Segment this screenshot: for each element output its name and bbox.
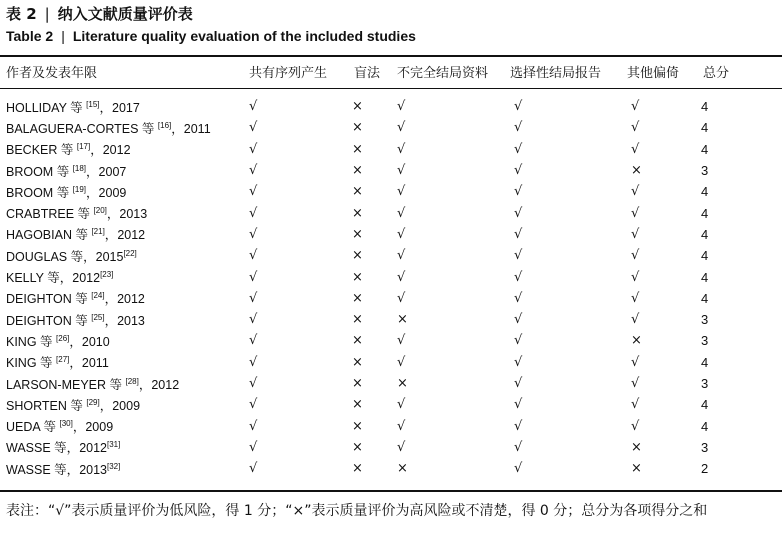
publication-year: 2010	[81, 334, 110, 349]
publication-year: 2012	[102, 143, 131, 158]
cell-incomplete: ×	[397, 376, 408, 391]
author-name: KING 等	[6, 334, 53, 349]
cell-score: 4	[701, 184, 709, 200]
publication-year: 2012	[151, 377, 180, 392]
table-row	[0, 373, 782, 394]
author-name: BROOM 等	[6, 185, 70, 200]
cell-sequence: √	[249, 397, 258, 413]
author-name: SHORTEN 等	[6, 398, 83, 413]
cell-incomplete: √	[397, 397, 406, 413]
cell-selective: √	[514, 333, 523, 349]
cell-sequence: √	[249, 290, 258, 306]
cell-author: KING 等 [27]，2011	[6, 355, 109, 371]
cell-other: √	[631, 248, 640, 264]
table-row	[0, 202, 782, 223]
author-name: WASSE 等	[6, 462, 67, 477]
table-row	[0, 139, 782, 160]
bottom-rule	[0, 490, 782, 492]
publication-year: 2012	[117, 228, 146, 243]
cell-blinding: ×	[352, 290, 363, 306]
cell-blinding: ×	[352, 120, 363, 136]
cell-blinding: ×	[352, 184, 363, 200]
table-row	[0, 245, 782, 266]
cell-incomplete: √	[397, 141, 406, 157]
cell-blinding: ×	[352, 312, 363, 328]
cell-incomplete: √	[397, 226, 406, 242]
cell-sequence: √	[249, 376, 258, 391]
cell-blinding: ×	[352, 461, 363, 477]
author-name: HAGOBIAN 等	[6, 228, 88, 243]
cell-selective: √	[514, 99, 523, 115]
cell-incomplete: ×	[397, 461, 408, 477]
author-name: BALAGUERA-CORTES 等	[6, 121, 155, 136]
cell-score: 4	[701, 397, 709, 413]
publication-year: 2017	[112, 100, 140, 115]
publication-year: 2013	[79, 462, 107, 477]
table-row	[0, 394, 782, 415]
cell-other: √	[631, 120, 640, 136]
table-title-text-cn: 纳入文献质量评价表	[57, 5, 193, 23]
author-name: BECKER 等	[6, 143, 74, 158]
cell-score: 4	[701, 269, 709, 285]
cell-blinding: ×	[352, 163, 363, 179]
reference-number: [15]	[86, 99, 100, 109]
cell-selective: √	[514, 163, 523, 179]
cell-selective: √	[514, 269, 523, 285]
cell-selective: √	[514, 312, 523, 328]
cell-author: WASSE 等，2012[31]	[6, 440, 121, 456]
publication-year: 2013	[119, 207, 148, 222]
col-header-other: 其他偏倚	[627, 66, 680, 81]
cell-other: √	[631, 226, 640, 242]
table-title-cn	[6, 3, 193, 24]
cell-incomplete: √	[397, 184, 406, 200]
cell-score: 4	[701, 290, 709, 306]
table-row	[0, 415, 782, 436]
cell-sequence: √	[249, 418, 258, 434]
cell-score: 2	[701, 461, 709, 477]
table-row	[0, 181, 782, 202]
publication-year: 2009	[85, 420, 114, 435]
cell-selective: √	[514, 376, 523, 391]
cell-author: BECKER 等 [17]，2012	[6, 142, 131, 158]
cell-incomplete: √	[397, 163, 406, 179]
cell-author: KING 等 [26]，2010	[6, 333, 110, 349]
header-rule	[0, 88, 782, 89]
cell-sequence: √	[249, 269, 258, 285]
table-title-text-en: Literature quality evaluation of the included studies	[72, 28, 416, 44]
cell-other: ×	[631, 461, 642, 477]
cell-incomplete: √	[397, 269, 406, 285]
reference-number: [26]	[56, 333, 70, 343]
cell-sequence: √	[249, 141, 258, 157]
cell-author: CRABTREE 等 [20]，2013	[6, 206, 148, 222]
cell-incomplete: √	[397, 99, 406, 115]
cell-selective: √	[514, 439, 523, 455]
cell-score: 4	[701, 205, 709, 221]
cell-author: BROOM 等 [19]，2009	[6, 184, 127, 200]
cell-sequence: √	[249, 120, 258, 136]
cell-sequence: √	[249, 248, 258, 264]
reference-number: [18]	[72, 163, 87, 173]
cell-other: √	[631, 99, 640, 115]
cell-author: BALAGUERA-CORTES 等 [16]，2011	[6, 120, 211, 136]
cell-score: 3	[701, 163, 709, 179]
table-row	[0, 160, 782, 181]
cell-other: √	[631, 269, 640, 285]
table-row	[0, 309, 782, 330]
table-row	[0, 330, 782, 351]
reference-number: [31]	[107, 440, 121, 450]
author-name: DEIGHTON 等	[6, 313, 88, 328]
cell-selective: √	[514, 226, 523, 242]
cell-score: 4	[701, 354, 709, 370]
publication-year: 2009	[98, 185, 127, 200]
author-name: BROOM 等	[6, 164, 70, 179]
reference-number: [17]	[76, 142, 91, 152]
cell-author: DOUGLAS 等，2015[22]	[6, 248, 137, 264]
cell-incomplete: √	[397, 120, 406, 136]
publication-year: 2015	[95, 249, 124, 264]
cell-author: UEDA 等 [30]，2009	[6, 419, 114, 435]
cell-incomplete: √	[397, 439, 406, 455]
cell-incomplete: √	[397, 248, 406, 264]
cell-selective: √	[514, 290, 523, 306]
cell-selective: √	[514, 418, 523, 434]
cell-sequence: √	[249, 163, 258, 179]
author-name: CRABTREE 等	[6, 207, 91, 222]
table-row	[0, 266, 782, 287]
top-rule	[0, 55, 782, 57]
cell-author: HAGOBIAN 等 [21]，2012	[6, 227, 146, 243]
author-name: KELLY 等	[6, 271, 60, 286]
cell-sequence: √	[249, 461, 258, 477]
author-name: KING 等	[6, 356, 53, 371]
cell-score: 4	[701, 99, 709, 115]
cell-sequence: √	[249, 205, 258, 221]
author-name: LARSON-MEYER 等	[6, 377, 122, 392]
cell-other: √	[631, 397, 640, 413]
cell-selective: √	[514, 397, 523, 413]
reference-number: [30]	[59, 419, 73, 429]
cell-blinding: ×	[352, 354, 363, 370]
cell-author: LARSON-MEYER 等 [28]，2012	[6, 376, 180, 392]
cell-other: √	[631, 312, 640, 328]
publication-year: 2013	[117, 313, 145, 328]
cell-other: √	[631, 290, 640, 306]
cell-other: ×	[631, 333, 642, 349]
cell-author: SHORTEN 等 [29]，2009	[6, 397, 141, 413]
cell-sequence: √	[249, 333, 258, 349]
cell-other: √	[631, 354, 640, 370]
cell-selective: √	[514, 205, 523, 221]
cell-author: BROOM 等 [18]，2007	[6, 163, 127, 179]
cell-blinding: ×	[352, 439, 363, 455]
reference-number: [19]	[72, 184, 87, 194]
cell-score: 4	[701, 226, 709, 242]
reference-number: [23]	[100, 270, 114, 280]
cell-blinding: ×	[352, 226, 363, 242]
cell-sequence: √	[249, 312, 258, 328]
cell-sequence: √	[249, 354, 258, 370]
cell-blinding: ×	[352, 99, 363, 115]
cell-incomplete: √	[397, 205, 406, 221]
cell-sequence: √	[249, 184, 258, 200]
author-name: DOUGLAS 等	[6, 249, 84, 264]
cell-score: 3	[701, 333, 709, 349]
col-header-selective: 选择性结局报告	[510, 66, 602, 81]
title-separator: |	[44, 5, 50, 23]
cell-other: √	[631, 205, 640, 221]
cell-sequence: √	[249, 439, 258, 455]
reference-number: [20]	[93, 206, 107, 216]
cell-score: 4	[701, 248, 709, 264]
publication-year: 2007	[98, 164, 127, 179]
cell-sequence: √	[249, 226, 258, 242]
reference-number: [24]	[91, 291, 105, 301]
cell-author: DEIGHTON 等 [24]，2012	[6, 291, 145, 307]
table-note: 表注：“√”表示质量评价为低风险，得 1 分；“×”表示质量评价为高风险或不清楚，得 0 分；总分为各项得分之和	[6, 503, 708, 519]
cell-blinding: ×	[352, 205, 363, 221]
cell-blinding: ×	[352, 376, 363, 391]
reference-number: [25]	[91, 312, 105, 322]
cell-blinding: ×	[352, 269, 363, 285]
col-header-author: 作者及发表年限	[6, 66, 98, 81]
cell-score: 4	[701, 141, 709, 157]
table-title-en	[6, 28, 416, 44]
cell-sequence: √	[249, 99, 258, 115]
reference-number: [32]	[107, 461, 121, 471]
reference-number: [22]	[123, 248, 137, 258]
table-row	[0, 437, 782, 458]
cell-blinding: ×	[352, 418, 363, 434]
cell-score: 4	[701, 120, 709, 136]
cell-score: 3	[701, 312, 709, 328]
col-header-score: 总分	[703, 66, 730, 81]
cell-incomplete: √	[397, 290, 406, 306]
table-label-en: Table 2	[6, 28, 54, 44]
cell-incomplete: √	[397, 354, 406, 370]
table-row	[0, 224, 782, 245]
cell-other: √	[631, 376, 640, 391]
publication-year: 2009	[112, 398, 141, 413]
col-header-incomplete: 不完全结局资料	[397, 66, 489, 81]
cell-other: √	[631, 141, 640, 157]
cell-other: √	[631, 418, 640, 434]
cell-other: ×	[631, 439, 642, 455]
cell-score: 3	[701, 439, 709, 455]
author-name: WASSE 等	[6, 441, 67, 456]
publication-year: 2012	[72, 271, 101, 286]
table-label-cn: 表 2	[6, 5, 37, 23]
cell-score: 4	[701, 418, 709, 434]
author-name: DEIGHTON 等	[6, 292, 88, 307]
reference-number: [21]	[91, 227, 105, 237]
cell-selective: √	[514, 184, 523, 200]
cell-selective: √	[514, 354, 523, 370]
table-row	[0, 352, 782, 373]
table-row	[0, 117, 782, 138]
cell-blinding: ×	[352, 141, 363, 157]
publication-year: 2012	[117, 292, 145, 307]
cell-blinding: ×	[352, 248, 363, 264]
cell-other: √	[631, 184, 640, 200]
cell-blinding: ×	[352, 333, 363, 349]
table-row	[0, 458, 782, 479]
title-separator-en: |	[61, 28, 65, 44]
author-name: HOLLIDAY 等	[6, 100, 83, 115]
publication-year: 2011	[183, 121, 211, 136]
cell-incomplete: √	[397, 418, 406, 434]
table-row	[0, 96, 782, 117]
author-name: UEDA 等	[6, 420, 57, 435]
cell-score: 3	[701, 376, 709, 391]
cell-author: HOLLIDAY 等 [15]，2017	[6, 99, 140, 115]
cell-other: ×	[631, 163, 642, 179]
reference-number: [27]	[56, 355, 70, 365]
cell-selective: √	[514, 461, 523, 477]
col-header-sequence: 共有序列产生	[249, 66, 328, 81]
publication-year: 2012	[79, 441, 107, 456]
reference-number: [28]	[125, 376, 139, 386]
cell-blinding: ×	[352, 397, 363, 413]
reference-number: [16]	[157, 120, 172, 130]
cell-author: WASSE 等，2013[32]	[6, 461, 121, 477]
quality-table	[0, 96, 782, 479]
cell-selective: √	[514, 248, 523, 264]
publication-year: 2011	[81, 356, 109, 371]
cell-selective: √	[514, 141, 523, 157]
col-header-blinding: 盲法	[354, 66, 381, 81]
cell-incomplete: ×	[397, 312, 408, 328]
cell-author: DEIGHTON 等 [25]，2013	[6, 312, 145, 328]
cell-incomplete: √	[397, 333, 406, 349]
cell-author: KELLY 等，2012[23]	[6, 270, 114, 286]
reference-number: [29]	[86, 397, 100, 407]
table-row	[0, 288, 782, 309]
cell-selective: √	[514, 120, 523, 136]
